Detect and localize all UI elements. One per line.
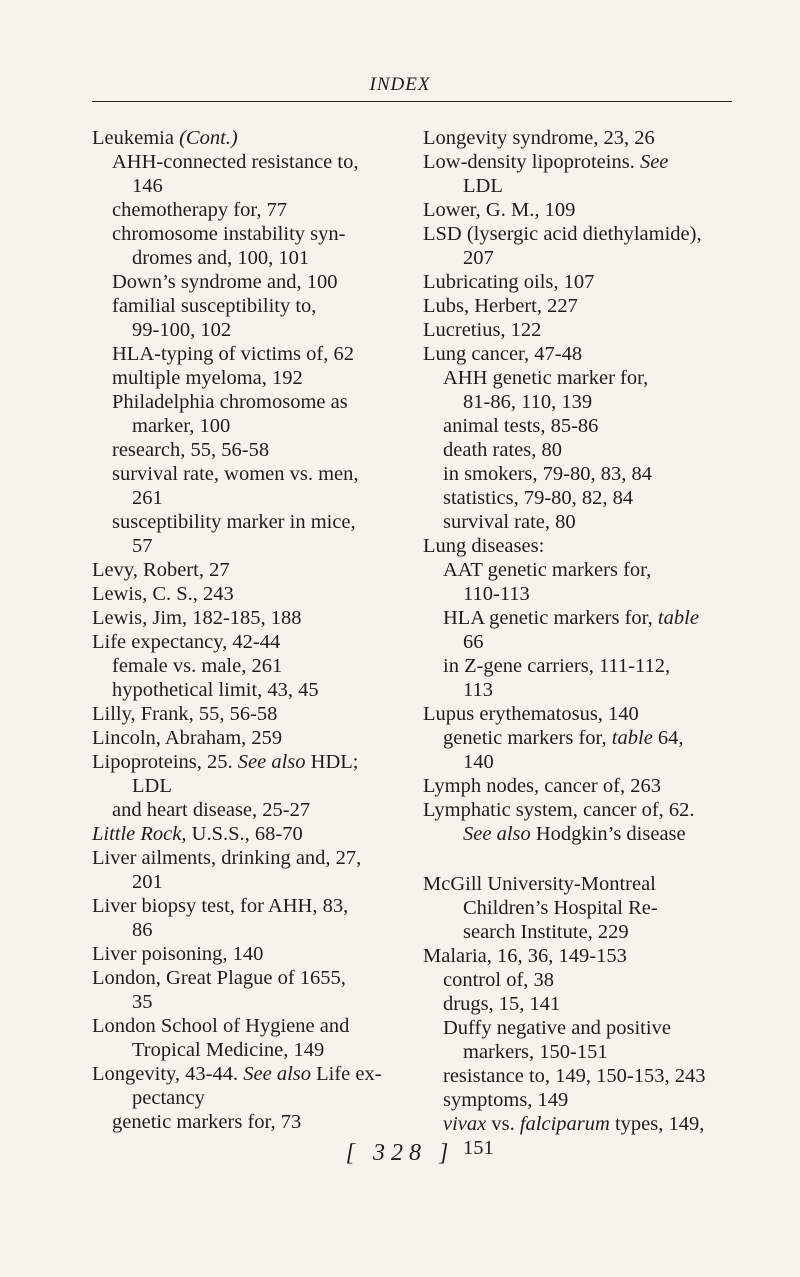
entry-text: 151 — [463, 1137, 494, 1159]
index-subentry — [92, 438, 392, 462]
entry-text: 110-113 — [463, 583, 530, 605]
index-subentry — [92, 270, 392, 294]
entry-text: survival rate, 80 — [443, 511, 576, 533]
italic-text: See also — [237, 751, 306, 773]
index-subentry — [423, 1064, 738, 1088]
header-rule — [92, 101, 732, 102]
index-entry-continuation — [92, 414, 392, 438]
italic-text: falciparum — [519, 1113, 610, 1135]
index-subentry — [423, 510, 738, 534]
index-subentry — [423, 366, 738, 390]
index-subentry — [423, 414, 738, 438]
entry-text: chemotherapy for, 77 — [112, 199, 288, 221]
entry-text: and heart disease, 25-27 — [112, 799, 311, 821]
index-entry-continuation — [92, 318, 392, 342]
entry-text: 207 — [463, 247, 494, 269]
entry-text: Lucretius, 122 — [423, 319, 542, 341]
index-entry-continuation — [92, 534, 392, 558]
entry-text: Duffy negative and positive — [443, 1017, 671, 1039]
entry-text: Lipoproteins, 25. — [92, 751, 238, 773]
index-subentry — [423, 992, 738, 1016]
index-entry — [92, 126, 392, 150]
entry-text: female vs. male, 261 — [112, 655, 283, 677]
entry-text: Lilly, Frank, 55, 56-58 — [92, 703, 278, 725]
entry-text: in smokers, 79-80, 83, 84 — [443, 463, 652, 485]
entry-text: survival rate, women vs. men, — [112, 463, 359, 485]
index-column-left — [92, 126, 392, 1134]
index-entry — [92, 1014, 392, 1038]
index-entry — [92, 702, 392, 726]
index-entry-continuation — [423, 822, 738, 846]
index-subentry — [92, 1110, 392, 1134]
entry-text: hypothetical limit, 43, 45 — [112, 679, 319, 701]
entry-text: Longevity, 43-44. — [92, 1063, 244, 1085]
index-entry-continuation — [92, 1086, 392, 1110]
entry-text: 146 — [132, 175, 163, 197]
index-entry — [423, 872, 738, 896]
index-entry-continuation — [92, 486, 392, 510]
index-entry — [92, 822, 392, 846]
entry-text: symptoms, 149 — [443, 1089, 569, 1111]
entry-text: Longevity syndrome, 23, 26 — [423, 127, 655, 149]
index-entry — [423, 294, 738, 318]
entry-text: familial susceptibility to, — [112, 295, 317, 317]
index-entry — [423, 150, 738, 174]
index-entry — [423, 270, 738, 294]
index-entry-continuation — [423, 174, 738, 198]
entry-text: HLA-typing of victims of, 62 — [112, 343, 354, 365]
entry-text: genetic markers for, — [443, 727, 612, 749]
entry-text: types, 149, — [609, 1113, 705, 1135]
entry-text: search Institute, 229 — [463, 921, 629, 943]
italic-text: table — [611, 727, 653, 749]
italic-text: vivax — [443, 1113, 487, 1135]
index-subentry — [92, 222, 392, 246]
index-entry-continuation — [92, 246, 392, 270]
entry-text: research, 55, 56-58 — [112, 439, 270, 461]
entry-text: 113 — [463, 679, 493, 701]
index-entry-continuation — [423, 678, 738, 702]
entry-text: London, Great Plague of 1655, — [92, 967, 346, 989]
index-entry — [92, 606, 392, 630]
entry-text: McGill University-Montreal — [423, 873, 656, 895]
entry-text: 57 — [132, 535, 153, 557]
entry-text: 140 — [463, 751, 494, 773]
index-entry-continuation — [92, 174, 392, 198]
index-subentry — [423, 606, 738, 630]
italic-text: table — [657, 607, 699, 629]
entry-text: genetic markers for, 73 — [112, 1111, 302, 1133]
entry-text: Malaria, 16, 36, 149-153 — [423, 945, 627, 967]
entry-text: 261 — [132, 487, 163, 509]
index-entry — [423, 798, 738, 822]
index-subentry — [423, 438, 738, 462]
index-entry-continuation — [92, 774, 392, 798]
index-entry-continuation — [423, 630, 738, 654]
index-entry — [423, 774, 738, 798]
index-subentry — [423, 1088, 738, 1112]
index-entry — [92, 942, 392, 966]
index-entry — [92, 894, 392, 918]
entry-text: Tropical Medicine, 149 — [132, 1039, 325, 1061]
entry-text: Levy, Robert, 27 — [92, 559, 230, 581]
entry-text: drugs, 15, 141 — [443, 993, 561, 1015]
index-entry — [92, 846, 392, 870]
entry-text: Lubricating oils, 107 — [423, 271, 595, 293]
entry-text: Lubs, Herbert, 227 — [423, 295, 578, 317]
entry-text: Lung diseases: — [423, 535, 545, 557]
index-entry-continuation — [92, 990, 392, 1014]
index-subentry — [92, 462, 392, 486]
entry-text: Leukemia — [92, 127, 180, 149]
index-subentry — [423, 558, 738, 582]
index-entry — [92, 726, 392, 750]
index-subentry — [423, 486, 738, 510]
index-subentry — [423, 726, 738, 750]
index-entry — [423, 944, 738, 968]
entry-text: Lower, G. M., 109 — [423, 199, 576, 221]
index-subentry — [92, 390, 392, 414]
index-entry-continuation — [423, 920, 738, 944]
index-entry — [423, 702, 738, 726]
entry-text: 64, — [652, 727, 684, 749]
index-subentry — [92, 678, 392, 702]
entry-text: LDL — [463, 175, 503, 197]
index-subentry — [92, 150, 392, 174]
entry-text: AAT genetic markers for, — [443, 559, 652, 581]
index-subentry — [423, 968, 738, 992]
index-entry — [92, 1062, 392, 1086]
entry-text: LSD (lysergic acid diethylamide), — [423, 223, 702, 245]
index-entry-continuation — [423, 896, 738, 920]
index-subentry — [423, 1112, 738, 1136]
entry-text: Philadelphia chromosome as — [112, 391, 348, 413]
entry-text: U.S.S., 68-70 — [186, 823, 303, 845]
index-subentry — [92, 366, 392, 390]
entry-text: Lincoln, Abraham, 259 — [92, 727, 283, 749]
entry-text: susceptibility marker in mice, — [112, 511, 356, 533]
entry-text: 99-100, 102 — [132, 319, 232, 341]
entry-text: HLA genetic markers for, — [443, 607, 658, 629]
entry-text: LDL — [132, 775, 172, 797]
index-column-right — [423, 126, 738, 1160]
entry-text: multiple myeloma, 192 — [112, 367, 303, 389]
page-number: [ 328 ] — [345, 1140, 455, 1166]
index-entry — [423, 534, 738, 558]
entry-text: Life ex- — [311, 1063, 382, 1085]
entry-text: 81-86, 110, 139 — [463, 391, 593, 413]
entry-text: Low-density lipoproteins. — [423, 151, 640, 173]
entry-text: vs. — [486, 1113, 520, 1135]
entry-text: AHH genetic marker for, — [443, 367, 649, 389]
entry-text: in Z-gene carriers, 111-112, — [443, 655, 671, 677]
entry-text: death rates, 80 — [443, 439, 562, 461]
index-entry — [92, 630, 392, 654]
entry-text: Liver poisoning, 140 — [92, 943, 264, 965]
entry-text: Life expectancy, 42-44 — [92, 631, 281, 653]
index-subentry — [423, 654, 738, 678]
index-entry-continuation — [423, 246, 738, 270]
entry-text: Children’s Hospital Re- — [463, 897, 658, 919]
entry-text: statistics, 79-80, 82, 84 — [443, 487, 634, 509]
index-subentry — [92, 798, 392, 822]
entry-text: chromosome instability syn- — [112, 223, 346, 245]
index-entry — [423, 318, 738, 342]
index-entry — [423, 198, 738, 222]
entry-text: 201 — [132, 871, 163, 893]
entry-text: HDL; — [305, 751, 359, 773]
entry-text: AHH-connected resistance to, — [112, 151, 359, 173]
index-entry-continuation — [423, 582, 738, 606]
entry-text: animal tests, 85-86 — [443, 415, 599, 437]
section-gap — [423, 846, 738, 872]
index-entry — [423, 222, 738, 246]
entry-text: 86 — [132, 919, 153, 941]
index-subentry — [423, 462, 738, 486]
index-entry — [423, 126, 738, 150]
index-subentry — [92, 198, 392, 222]
index-entry-continuation — [423, 750, 738, 774]
entry-text: Lewis, Jim, 182-185, 188 — [92, 607, 302, 629]
entry-text: Lewis, C. S., 243 — [92, 583, 234, 605]
entry-text: Lupus erythematosus, 140 — [423, 703, 639, 725]
index-entry-continuation — [92, 918, 392, 942]
running-head: INDEX — [369, 74, 431, 95]
index-entry-continuation — [423, 390, 738, 414]
index-entry-continuation — [92, 870, 392, 894]
index-subentry — [92, 342, 392, 366]
entry-text: resistance to, 149, 150-153, 243 — [443, 1065, 706, 1087]
entry-text: Lymph nodes, cancer of, 263 — [423, 775, 661, 797]
italic-text: See also — [463, 823, 531, 845]
entry-text: control of, 38 — [443, 969, 555, 991]
index-entry — [92, 558, 392, 582]
entry-text: dromes and, 100, 101 — [132, 247, 310, 269]
entry-text: 35 — [132, 991, 153, 1013]
entry-text: London School of Hygiene and — [92, 1015, 350, 1037]
index-entry — [92, 966, 392, 990]
italic-text: See also — [243, 1063, 312, 1085]
italic-text: Little Rock, — [92, 823, 187, 845]
entry-text: Liver biopsy test, for AHH, 83, — [92, 895, 349, 917]
entry-text: Lymphatic system, cancer of, 62. — [423, 799, 695, 821]
entry-text: Liver ailments, drinking and, 27, — [92, 847, 362, 869]
index-subentry — [92, 654, 392, 678]
index-entry — [92, 582, 392, 606]
entry-text: Lung cancer, 47-48 — [423, 343, 583, 365]
entry-text: pectancy — [132, 1087, 205, 1109]
index-entry — [92, 750, 392, 774]
entry-text: Down’s syndrome and, 100 — [112, 271, 338, 293]
entry-text: 66 — [463, 631, 484, 653]
index-subentry — [92, 294, 392, 318]
italic-text: See — [639, 151, 669, 173]
entry-text: Hodgkin’s disease — [530, 823, 686, 845]
entry-text: markers, 150-151 — [463, 1041, 608, 1063]
italic-text: (Cont.) — [179, 127, 238, 149]
entry-text: marker, 100 — [132, 415, 231, 437]
index-entry — [423, 342, 738, 366]
index-subentry — [423, 1016, 738, 1040]
index-entry-continuation — [423, 1040, 738, 1064]
index-entry-continuation — [92, 1038, 392, 1062]
index-subentry — [92, 510, 392, 534]
